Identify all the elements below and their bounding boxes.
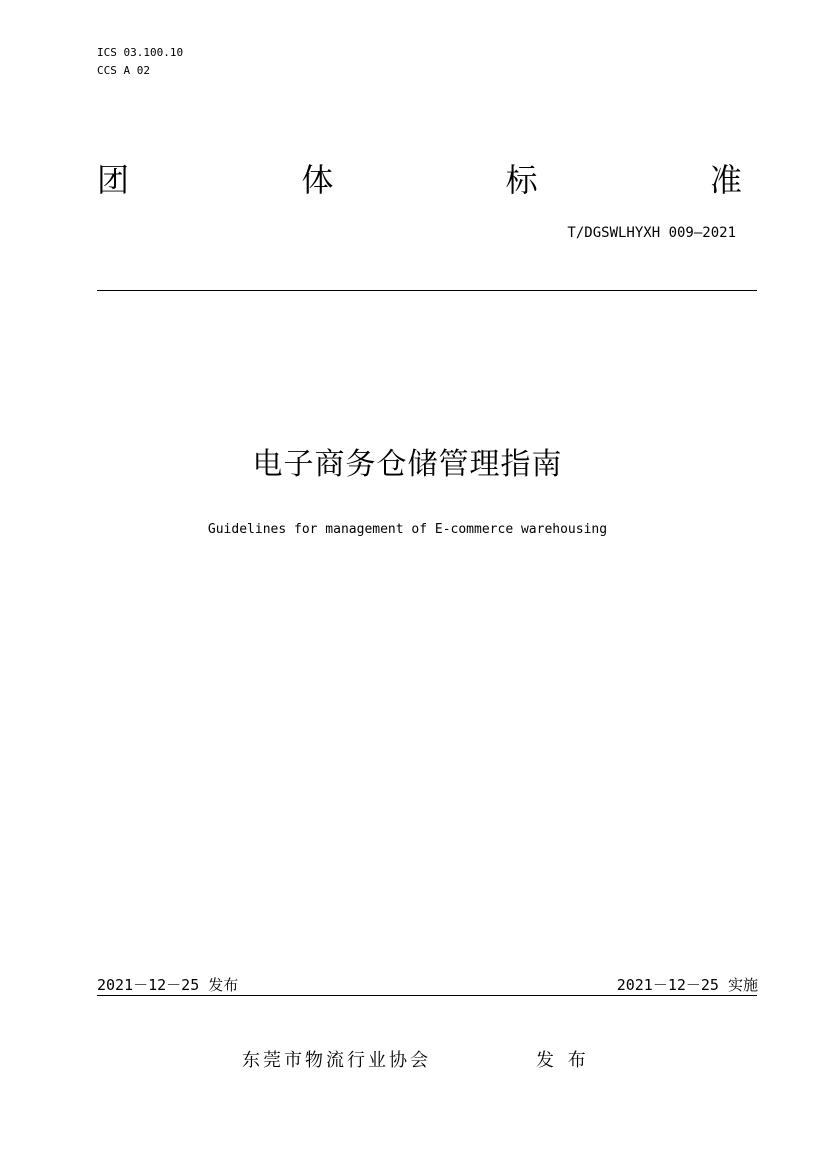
classification-codes [97, 44, 183, 80]
effective-date: 2021－12－25 实施 [616, 976, 758, 994]
standard-type-char-4: 准 [709, 161, 742, 199]
document-title-chinese: 电子商务仓储管理指南 [252, 447, 563, 482]
standard-type-heading [97, 160, 742, 200]
standard-number: T/DGSWLHYXH 009—2021 [567, 225, 736, 241]
ics-code: ICS 03.100.10 [97, 46, 184, 59]
standard-type-char-3: 标 [505, 161, 538, 199]
publisher-name: 东莞市物流行业协会 [242, 1050, 431, 1071]
date-divider [97, 995, 757, 996]
publish-label: 发 布 [536, 1050, 586, 1071]
document-title-english: Guidelines for management of E-commerce warehousing [207, 522, 608, 537]
ccs-code: CCS A 02 [97, 64, 150, 77]
header-divider [97, 290, 757, 291]
standard-type-char-1: 团 [97, 161, 130, 199]
standard-type-char-2: 体 [301, 161, 334, 199]
issue-date: 2021－12－25 发布 [97, 976, 239, 994]
